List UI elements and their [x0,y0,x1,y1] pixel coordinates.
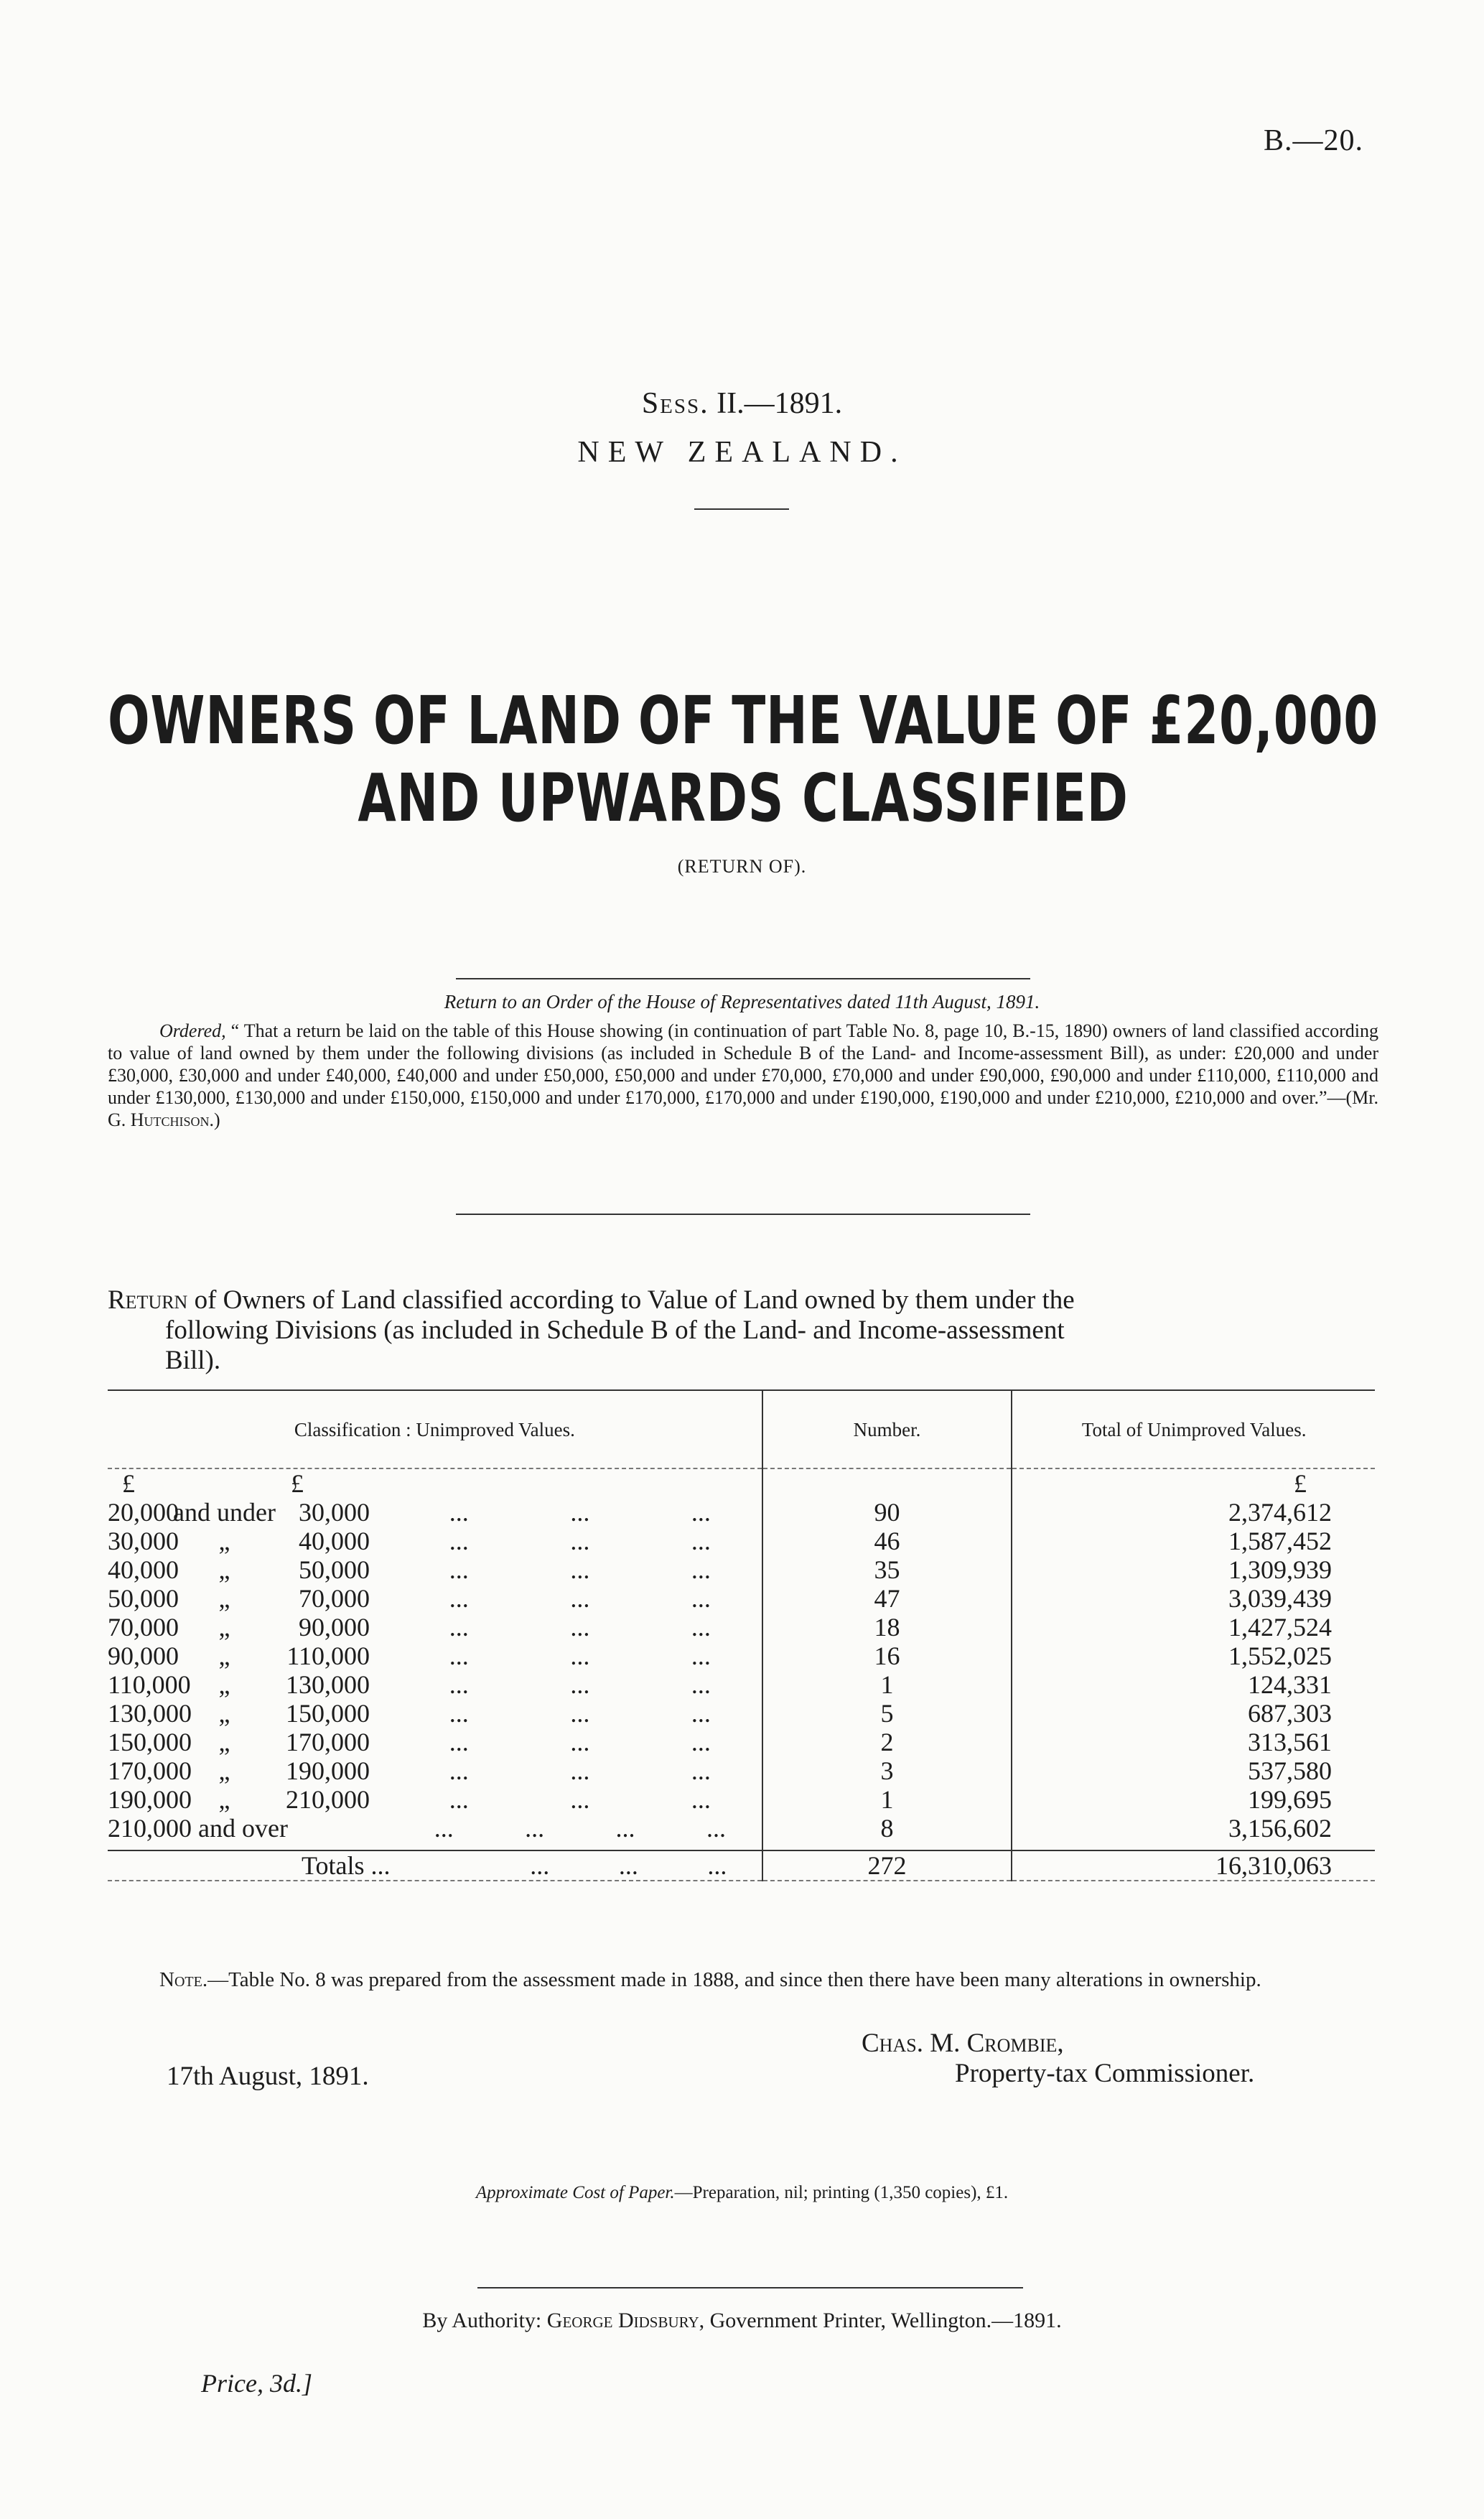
owner-count: 35 [762,1555,1012,1584]
table-row [108,1728,1375,1756]
header-divider [694,508,789,510]
totals-row [108,1850,1375,1881]
table-row [108,1670,1375,1699]
value-total: 687,303 [1248,1699,1332,1728]
title-word: OF [373,682,451,759]
note-label: Note. [159,1968,208,1991]
document-title [108,682,1378,837]
leader-dots: ... ... ... [449,1728,711,1756]
col-header-total: Total of Unimproved Values. [1012,1390,1375,1468]
value-total: 1,587,452 [1228,1527,1332,1555]
signer-name: Chas. M. Crombie, [862,2029,1064,2058]
owner-count: 1 [762,1785,1012,1814]
totals-label: Totals ... [302,1851,391,1880]
title-line-1 [108,682,1378,760]
table-row [108,1814,1375,1850]
owner-count: 8 [762,1814,1012,1850]
range-low: 50,000 [108,1584,179,1613]
range-low: 20,000 [108,1498,179,1527]
value-total: 1,552,025 [1228,1642,1332,1670]
leader-dots: ... ... ... [449,1555,711,1584]
table-row [108,1699,1375,1728]
return-heading [108,1285,1375,1376]
table-row [108,1498,1375,1527]
table-row [108,1527,1375,1555]
title-word: THE [732,682,843,759]
value-total: 1,427,524 [1228,1613,1332,1642]
leader-dots: ... ... ... [449,1642,711,1670]
page-reference: B.—20. [1263,124,1363,157]
range-low: 40,000 [108,1555,179,1584]
currency-row [108,1468,1375,1498]
value-total: 3,039,439 [1228,1584,1332,1613]
imprint-lead: By Authority: [422,2309,542,2332]
range-low: 150,000 [108,1728,192,1756]
totals-number: 272 [762,1850,1012,1881]
title-word: OF [1055,682,1133,759]
table-row [108,1613,1375,1642]
value-total: 313,561 [1248,1728,1332,1756]
range-separator: „ [218,1728,230,1756]
range-high: 90,000 [299,1613,370,1642]
table-header-row [108,1390,1375,1468]
value-total: 124,331 [1248,1670,1332,1699]
range-low: 90,000 [108,1642,179,1670]
table-row [108,1785,1375,1814]
title-word: £20,000 [1149,682,1378,759]
title-word: VALUE [859,682,1040,759]
order-heading: Return to an Order of the House of Representatives dated 11th August, 1891. [444,991,1040,1012]
range-separator: „ [218,1785,230,1814]
range-separator: „ [218,1642,230,1670]
range-high: 40,000 [299,1527,370,1555]
title-word: OF [638,682,716,759]
range-separator: „ [218,1613,230,1642]
leader-dots: ... ... ... [449,1699,711,1728]
table-row [108,1642,1375,1670]
leader-dots: ... ... ... [449,1498,711,1527]
imprint-rest: Government Printer, Wellington.—1891. [709,2309,1062,2332]
leader-dots: ... ... ... [449,1584,711,1613]
range-high: 170,000 [286,1728,370,1756]
owner-count: 18 [762,1613,1012,1642]
signature-date: 17th August, 1891. [167,2062,369,2091]
range-low: 110,000 [108,1670,191,1699]
leader-dots: ... ... ... [449,1670,711,1699]
leader-dots: ... ... ... [449,1756,711,1785]
value-total: 199,695 [1248,1785,1332,1814]
printer-name: George Didsbury, [546,2309,705,2332]
imprint-divider [477,2287,1023,2288]
return-heading-line-2: following Divisions (as included in Schedule B of the Land- and Income-assessment [165,1316,1065,1345]
table-row [108,1584,1375,1613]
range-high: 190,000 [286,1756,370,1785]
col-header-number: Number. [762,1390,1012,1468]
footnote [108,1968,1378,1992]
currency-low: £ [122,1469,135,1498]
order-mover: Hutchison.) [130,1109,220,1130]
owner-count: 47 [762,1584,1012,1613]
return-heading-line-1: of Owners of Land classified according to Value of Land owned by them under the [194,1285,1075,1315]
range-low: 30,000 [108,1527,179,1555]
range-high: 50,000 [299,1555,370,1584]
range-separator: „ [218,1527,230,1555]
price: Price, 3d.] [201,2369,312,2398]
cost-text: —Preparation, nil; printing (1,350 copies), £1. [674,2183,1009,2202]
range-separator: and under [173,1498,276,1527]
table-row [108,1555,1375,1584]
session-line [0,386,1484,421]
range-high: 30,000 [299,1498,370,1527]
currency-total: £ [1294,1469,1307,1498]
currency-high: £ [291,1469,304,1498]
owner-count: 16 [762,1642,1012,1670]
owner-count: 1 [762,1670,1012,1699]
owner-count: 2 [762,1728,1012,1756]
order-top-divider [456,978,1030,979]
range-separator: „ [218,1584,230,1613]
signer-title: Property-tax Commissioner. [955,2059,1255,2088]
value-total: 1,309,939 [1228,1555,1332,1584]
leader-dots: ... ... ... [449,1613,711,1642]
title-word: LAND [467,682,622,759]
owner-count: 5 [762,1699,1012,1728]
session-label: Sess. [641,387,709,420]
range-separator: „ [218,1670,230,1699]
range-separator: „ [218,1555,230,1584]
range-high: 210,000 [286,1785,370,1814]
value-total: 537,580 [1248,1756,1332,1785]
range-low: 170,000 [108,1756,192,1785]
range-low: 130,000 [108,1699,192,1728]
range-high: 130,000 [286,1670,370,1699]
totals-value: 16,310,063 [1012,1850,1375,1881]
leader-dots: ... ... ... [449,1785,711,1814]
range-low: 190,000 [108,1785,192,1814]
value-total: 3,156,602 [1228,1814,1332,1843]
range-low: 70,000 [108,1613,179,1642]
printer-imprint [0,2309,1484,2333]
order-body: “ That a return be laid on the table of this House showing (in continuation of part Table No. 8, page 10, B.-15, 1890) owners of land classified according to value of land owned by them under the following divisions (as included in Schedule B of the Land- and Income-assessment Bill), as under: £20,000 and under £30,000, £30,000 and under £40,000, £40,000 and under £50,000, £50,000 and under £70,000, £70,000 and under £90,000, £90,000 and under £110,000, £110,000 and under £130,000, £130,000 and under £150,000, £150,000 and under £170,000, £170,000 and under £190,000, £190,000 and under £210,000, £210,000 and over.”—(Mr. G. [108,1020,1379,1130]
title-line-2: AND UPWARDS CLASSIFIED [358,760,1129,837]
order-bottom-divider [456,1214,1030,1215]
cost-label: Approximate Cost of Paper. [475,2183,675,2202]
leader-dots: ... ... ... [449,1527,711,1555]
value-total: 2,374,612 [1228,1498,1332,1527]
document-subtitle: (RETURN OF). [677,856,807,877]
range-high: 70,000 [299,1584,370,1613]
note-text: —Table No. 8 was prepared from the assessment made in 1888, and since then there have been many alterations in ownership. [207,1968,1261,1991]
owner-count: 46 [762,1527,1012,1555]
return-lead: Return [108,1285,188,1315]
owners-table [108,1389,1375,1881]
range-separator: „ [218,1756,230,1785]
range-high: 110,000 [286,1642,370,1670]
leader-dots: ... ... ... ... [434,1814,726,1843]
owner-count: 90 [762,1498,1012,1527]
leader-dots: ... ... ... [530,1851,727,1880]
title-word: OWNERS [108,682,357,759]
table-row [108,1756,1375,1785]
country-name: NEW ZEALAND. [577,436,907,469]
order-text [108,1020,1378,1131]
cost-line [0,2183,1484,2203]
ordered-word: Ordered, [159,1020,226,1041]
signature-block [862,2029,1254,2089]
range-open-ended: 210,000 and over [108,1814,288,1843]
range-high: 150,000 [286,1699,370,1728]
range-separator: „ [218,1699,230,1728]
session-number: II.—1891. [717,387,843,420]
return-heading-line-3: Bill). [165,1346,221,1375]
col-header-classification: Classification : Unimproved Values. [108,1390,762,1468]
owner-count: 3 [762,1756,1012,1785]
